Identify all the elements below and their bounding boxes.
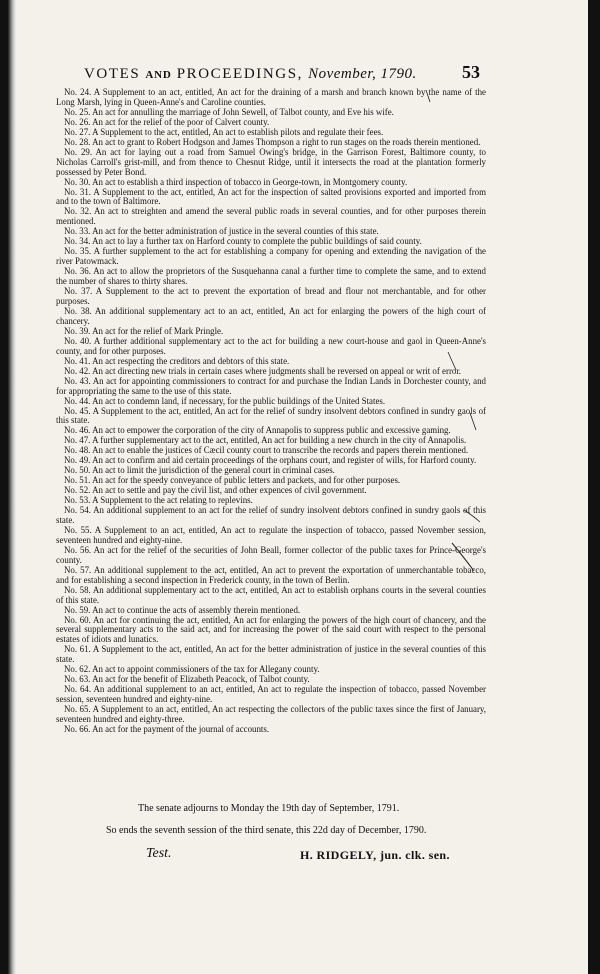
act-entry: No. 66. An act for the payment of the journal of accounts. bbox=[64, 724, 270, 734]
act-entry: No. 24. A Supplement to an act, entitled, An act for the draining of a marsh and branch known by the name of the Long Marsh, lying in Queen-Anne's and Caroline counties. bbox=[56, 87, 486, 107]
header-title-proceedings: PROCEEDINGS, bbox=[176, 66, 303, 82]
act-entry: No. 55. A Supplement to an act, entitled, An act to regulate the inspection of tobacco, passed November session, seventeen hundred and eighty-nine. bbox=[56, 524, 486, 545]
act-entry: No. 32. An act to streighten and amend the several public roads in several counties, and for other purposes therein mentioned. bbox=[56, 206, 486, 227]
act-entry: No. 60. An act for continuing the act, entitled, An act for enlarging the powers of the high court of chancery, and the several supplementary acts to the said act, and for increasing the power of the said court with respect to the personal estates of idiots and lunatics. bbox=[56, 614, 486, 645]
senate-adjourns-line: The senate adjourns to Monday the 19th day of September, 1791. bbox=[138, 803, 400, 814]
act-entry: No. 63. An act for the benefit of Elizabeth Peacock, of Talbot county. bbox=[64, 674, 310, 685]
act-entry: No. 34. An act to lay a further tax on Harford county to complete the public buildings of said county. bbox=[64, 236, 422, 247]
act-entry: No. 56. An act for the relief of the securities of John Beall, former collector of the public taxes for Prince-George's county. bbox=[56, 544, 486, 565]
act-entry: No. 50. An act to limit the jurisdiction of the general court in criminal cases. bbox=[64, 465, 335, 476]
page-number: 53 bbox=[462, 62, 480, 82]
act-entry: No. 59. An act to continue the acts of assembly therein mentioned. bbox=[64, 604, 301, 615]
act-entry: No. 31. A Supplement to the act, entitled, An act for the inspection of salted provisions exported and imported from and to the town of Baltimore. bbox=[56, 186, 486, 207]
header-date: November, 1790. bbox=[308, 66, 417, 82]
header-title-and: AND bbox=[145, 69, 172, 81]
header-title-votes: VOTES bbox=[84, 66, 141, 82]
act-entry: No. 28. An act to grant to Robert Hodgson and James Thompson a right to run stages on the roads therein mentioned. bbox=[64, 136, 481, 147]
act-entry: No. 41. An act respecting the creditors and debtors of this state. bbox=[64, 355, 290, 366]
act-entry: No. 53. A Supplement to the act relating to replevins. bbox=[64, 495, 253, 506]
session-end-line: So ends the seventh session of the third senate, this 22d day of December, 1790. bbox=[106, 825, 427, 836]
act-entry: No. 40. A further additional supplementary act to the act for building a new court-house and gaol in Queen-Anne's county, and for other purposes. bbox=[56, 335, 486, 356]
act-entry: No. 39. An act for the relief of Mark Pringle. bbox=[64, 325, 224, 336]
teste-label: Test. bbox=[146, 846, 172, 861]
act-entry: No. 46. An act to empower the corporation of the city of Annapolis to suppress public and excessive gaming. bbox=[64, 425, 451, 436]
act-entry: No. 26. An act for the relief of the poor of Calvert county. bbox=[64, 116, 270, 127]
act-entry: No. 62. An act to appoint commissioners of the tax for Allegany county. bbox=[64, 664, 320, 675]
act-entry: No. 44. An act to condemn land, if necessary, for the public buildings of the United States. bbox=[64, 395, 386, 406]
act-entry: No. 30. An act to establish a third inspection of tobacco in George-town, in Montgomery county. bbox=[64, 176, 408, 187]
act-entry: No. 35. A further supplement to the act for establishing a company for opening and extending the navigation of the river Patowmack. bbox=[56, 246, 486, 267]
act-entry: No. 61. A Supplement to the act, entitled, An act for the better administration of justice in the several counties of this state. bbox=[56, 644, 486, 665]
act-entry: No. 27. A Supplement to the act, entitled, An act to establish pilots and regulate their fees. bbox=[64, 126, 384, 137]
act-entry: No. 47. A further supplementary act to the act, entitled, An act for building a new church in the city of Annapolis. bbox=[64, 435, 467, 446]
act-entry: No. 54. An additional supplement to an act for the relief of sundry insolvent debtors confined in sundry gaols of this state. bbox=[56, 505, 486, 525]
clerk-signature: H. RIDGELY, jun. clk. sen. bbox=[300, 848, 450, 862]
act-entry: No. 48. An act to enable the justices of Cæcil county court to transcribe the records and papers therein mentioned. bbox=[64, 445, 469, 456]
page-binding-edge bbox=[8, 0, 16, 974]
act-entry: No. 58. An additional supplementary act to the act, entitled, An act to establish orphans courts in the several counties of this state. bbox=[56, 584, 486, 605]
act-entry: No. 49. An act to confirm and aid certain proceedings of the orphans court, and register of wills, for Harford county. bbox=[64, 455, 477, 466]
act-entry: No. 42. An act directing new trials in certain cases where judgments shall be reversed on appeal or writ of error. bbox=[64, 365, 462, 376]
act-entry: No. 43. An act for appointing commissioners to contract for and purchase the Indian Lands in Dorchester county, and for appropriating the same to the use of this state. bbox=[56, 375, 486, 396]
running-header bbox=[84, 66, 514, 83]
act-entry: No. 33. An act for the better administration of justice in the several counties of this state. bbox=[64, 226, 379, 237]
act-entry: No. 38. An additional supplementary act to an act, entitled, An act for enlarging the powers of the high court of chancery. bbox=[56, 305, 486, 326]
act-entry: No. 45. A Supplement to the act, entitled, An act for the relief of sundry insolvent debtors confined in sundry gaols of this state. bbox=[56, 405, 486, 426]
act-entry: No. 29. An act for laying out a road from Samuel Owing's bridge, in the Garrison Forest, Baltimore county, to Nicholas Carroll's grist-mill, and from thence to Chesnut Ridge, until it intersects the road at the plantation formerly possessed by Peter Bond. bbox=[56, 146, 486, 177]
acts-list bbox=[56, 88, 486, 735]
act-entry: No. 52. An act to settle and pay the civil list, and other expences of civil government. bbox=[64, 485, 367, 496]
act-entry: No. 57. An additional supplement to the act, entitled, An act to prevent the exportation of unmerchantable tobacco, and for establishing a second inspection in Frederick county, in the town of Berlin. bbox=[56, 564, 486, 585]
act-entry: No. 51. An act for the speedy conveyance of public letters and packets, and for other purposes. bbox=[64, 475, 401, 486]
act-entry: No. 36. An act to allow the proprietors of the Susquehanna canal a further time to complete the same, and to extend the number of shares to thirty shares. bbox=[56, 266, 486, 287]
act-entry: No. 64. An additional supplement to an act, entitled, An act to regulate the inspection of tobacco, passed November session, seventeen hundred and eighty-nine. bbox=[56, 684, 486, 705]
act-entry: No. 37. A Supplement to the act to prevent the exportation of bread and flour not merchantable, and for other purposes. bbox=[56, 286, 486, 307]
act-entry: No. 65. A Supplement to an act, entitled, An act respecting the collectors of the public taxes since the first of January, seventeen hundred and eighty-three. bbox=[56, 704, 486, 725]
act-entry: No. 25. An act for annulling the marriage of John Sewell, of Talbot county, and Eve his wife. bbox=[64, 106, 394, 117]
